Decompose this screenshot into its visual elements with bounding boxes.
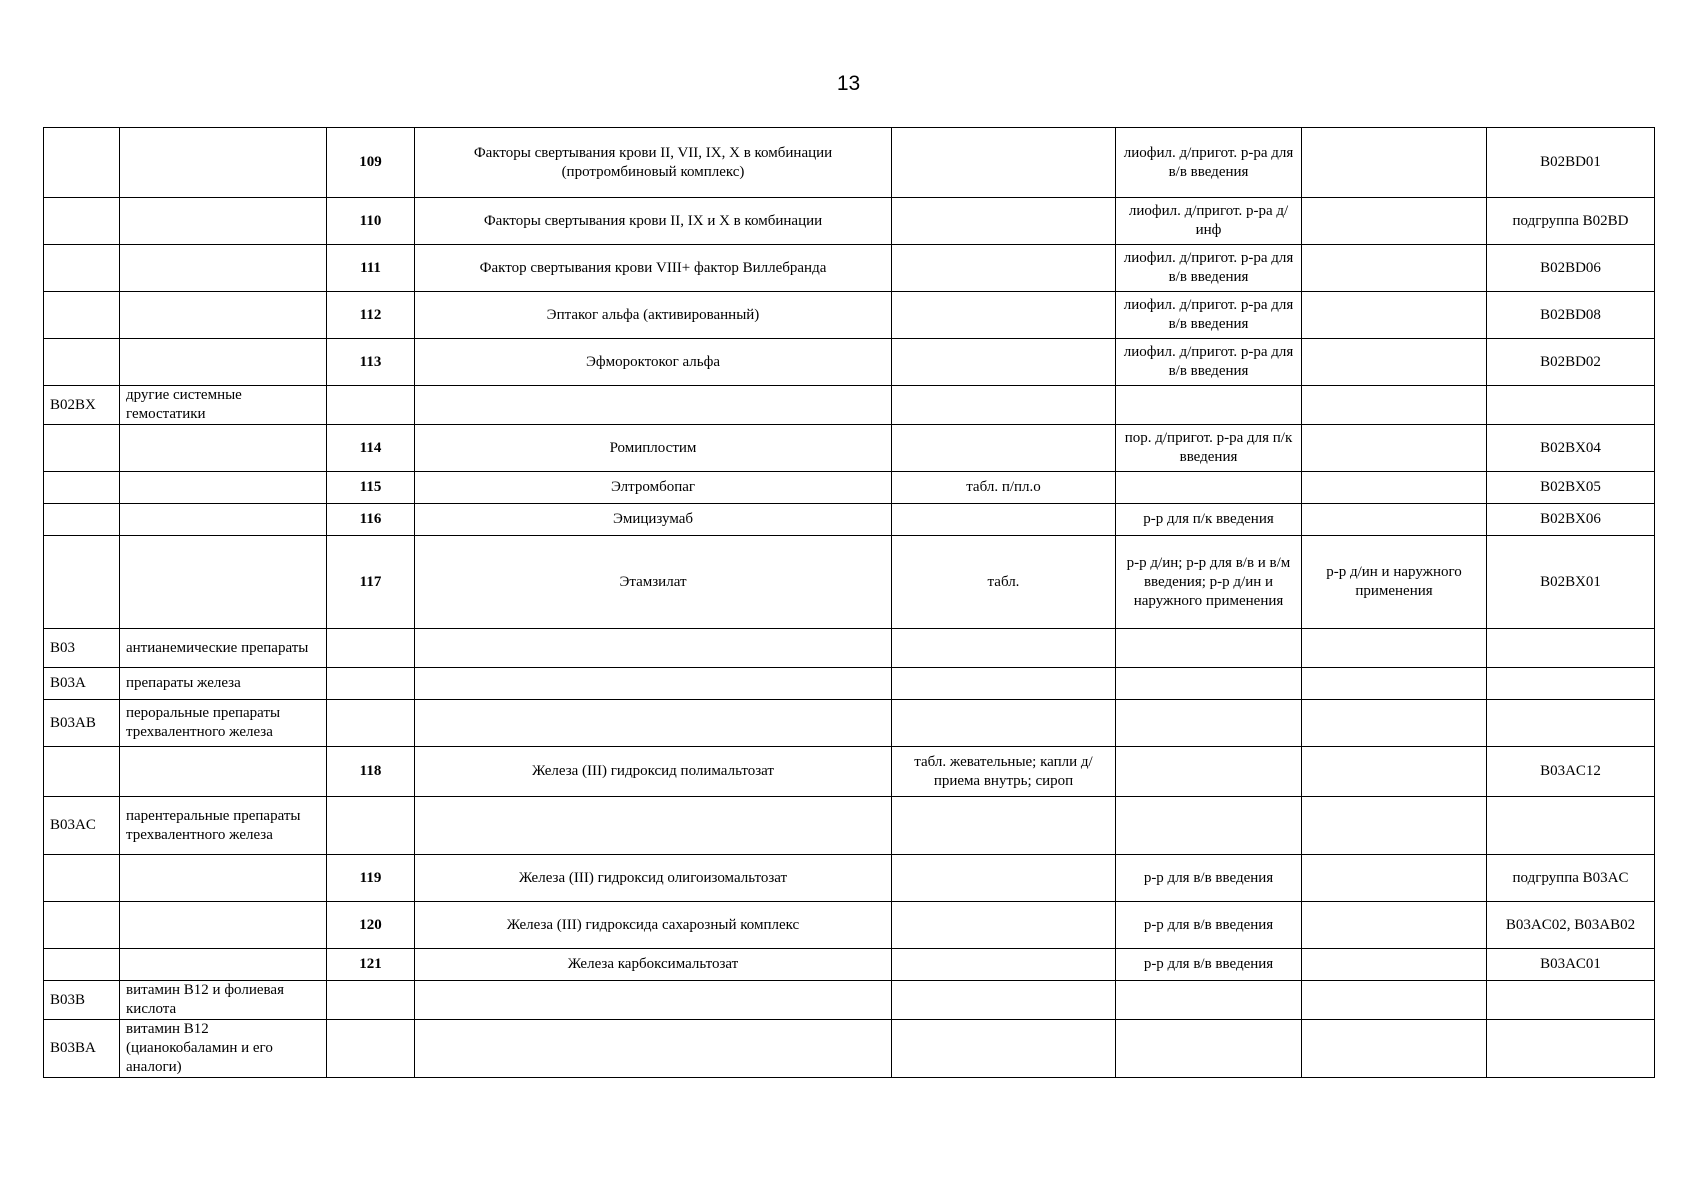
atc-reference-cell [1487, 981, 1655, 1020]
drug-name-cell [415, 668, 892, 700]
dosage-form-external-cell [1302, 128, 1487, 198]
table-row [44, 339, 1655, 386]
table-row [44, 668, 1655, 700]
row-number-cell: 111 [327, 245, 415, 292]
group-name-cell: другие системные гемостатики [120, 386, 327, 425]
dosage-form-injection-cell [1116, 981, 1302, 1020]
dosage-form-injection-cell [1116, 700, 1302, 747]
group-name-cell: парентеральные препараты трехвалентного железа [120, 797, 327, 855]
row-number-cell: 110 [327, 198, 415, 245]
atc-reference-cell [1487, 629, 1655, 668]
dosage-form-oral-cell: табл. п/пл.о [892, 472, 1116, 504]
dosage-form-injection-cell: р-р для в/в введения [1116, 855, 1302, 902]
dosage-form-oral-cell [892, 949, 1116, 981]
dosage-form-injection-cell [1116, 472, 1302, 504]
drug-name-cell: Эптаког альфа (активированный) [415, 292, 892, 339]
table-row [44, 245, 1655, 292]
dosage-form-external-cell [1302, 339, 1487, 386]
atc-code-cell [44, 245, 120, 292]
atc-reference-cell [1487, 668, 1655, 700]
group-name-cell [120, 504, 327, 536]
row-number-cell: 115 [327, 472, 415, 504]
atc-code-cell [44, 747, 120, 797]
atc-code-cell [44, 472, 120, 504]
table-row [44, 198, 1655, 245]
atc-code-cell: B03BA [44, 1020, 120, 1078]
atc-reference-cell [1487, 1020, 1655, 1078]
drug-name-cell: Железа карбоксимальтозат [415, 949, 892, 981]
group-name-cell [120, 472, 327, 504]
drug-name-cell [415, 1020, 892, 1078]
group-name-cell: антианемические препараты [120, 629, 327, 668]
atc-code-cell: B03A [44, 668, 120, 700]
row-number-cell: 117 [327, 536, 415, 629]
drug-name-cell: Фактор свертывания крови VIII+ фактор Виллебранда [415, 245, 892, 292]
row-number-cell: 112 [327, 292, 415, 339]
dosage-form-oral-cell [892, 797, 1116, 855]
atc-code-cell [44, 949, 120, 981]
dosage-form-injection-cell: р-р для в/в введения [1116, 949, 1302, 981]
atc-reference-cell: подгруппа B02BD [1487, 198, 1655, 245]
atc-reference-cell: B02BX05 [1487, 472, 1655, 504]
dosage-form-oral-cell [892, 668, 1116, 700]
atc-code-cell [44, 128, 120, 198]
atc-code-cell: B03B [44, 981, 120, 1020]
dosage-form-external-cell [1302, 949, 1487, 981]
dosage-form-injection-cell [1116, 1020, 1302, 1078]
dosage-form-external-cell [1302, 981, 1487, 1020]
dosage-form-external-cell [1302, 386, 1487, 425]
drug-name-cell: Железа (III) гидроксид полимальтозат [415, 747, 892, 797]
atc-code-cell [44, 504, 120, 536]
atc-code-cell [44, 198, 120, 245]
dosage-form-injection-cell [1116, 386, 1302, 425]
atc-reference-cell: B02BX04 [1487, 425, 1655, 472]
atc-code-cell: B02BX [44, 386, 120, 425]
dosage-form-oral-cell [892, 339, 1116, 386]
dosage-form-injection-cell [1116, 747, 1302, 797]
atc-reference-cell: B03AC02, B03AB02 [1487, 902, 1655, 949]
table-row [44, 797, 1655, 855]
table-row [44, 425, 1655, 472]
row-number-cell [327, 668, 415, 700]
drug-name-cell [415, 386, 892, 425]
dosage-form-injection-cell [1116, 668, 1302, 700]
drug-name-cell: Железа (III) гидроксид олигоизомальтозат [415, 855, 892, 902]
dosage-form-oral-cell [892, 128, 1116, 198]
dosage-form-oral-cell [892, 425, 1116, 472]
table-row [44, 292, 1655, 339]
dosage-form-external-cell [1302, 472, 1487, 504]
table-row [44, 504, 1655, 536]
table-row [44, 855, 1655, 902]
dosage-form-injection-cell: лиофил. д/пригот. р-ра для в/в введения [1116, 339, 1302, 386]
drug-name-cell [415, 629, 892, 668]
row-number-cell: 109 [327, 128, 415, 198]
atc-reference-cell: B02BD01 [1487, 128, 1655, 198]
group-name-cell [120, 425, 327, 472]
drug-name-cell [415, 700, 892, 747]
row-number-cell [327, 629, 415, 668]
table-row [44, 700, 1655, 747]
row-number-cell [327, 981, 415, 1020]
group-name-cell [120, 128, 327, 198]
atc-reference-cell: B03AC12 [1487, 747, 1655, 797]
group-name-cell [120, 855, 327, 902]
dosage-form-external-cell [1302, 198, 1487, 245]
dosage-form-external-cell [1302, 855, 1487, 902]
drug-name-cell [415, 981, 892, 1020]
dosage-form-injection-cell: лиофил. д/пригот. р-ра д/инф [1116, 198, 1302, 245]
table-row [44, 949, 1655, 981]
atc-code-cell: B03AB [44, 700, 120, 747]
table-row [44, 629, 1655, 668]
dosage-form-oral-cell [892, 386, 1116, 425]
atc-reference-cell [1487, 797, 1655, 855]
dosage-form-injection-cell: лиофил. д/пригот. р-ра для в/в введения [1116, 245, 1302, 292]
dosage-form-external-cell [1302, 425, 1487, 472]
dosage-form-oral-cell [892, 198, 1116, 245]
atc-reference-cell: B02BD02 [1487, 339, 1655, 386]
row-number-cell: 119 [327, 855, 415, 902]
atc-reference-cell: B02BD06 [1487, 245, 1655, 292]
atc-code-cell [44, 425, 120, 472]
group-name-cell: витамин В12 (цианокобаламин и его аналоги) [120, 1020, 327, 1078]
dosage-form-oral-cell [892, 245, 1116, 292]
page-number: 13 [836, 72, 861, 95]
group-name-cell: витамин В12 и фолиевая кислота [120, 981, 327, 1020]
dosage-form-external-cell: р-р д/ин и наружного применения [1302, 536, 1487, 629]
row-number-cell: 118 [327, 747, 415, 797]
dosage-form-external-cell [1302, 700, 1487, 747]
row-number-cell: 113 [327, 339, 415, 386]
dosage-form-external-cell [1302, 1020, 1487, 1078]
atc-code-cell [44, 339, 120, 386]
drug-name-cell: Этамзилат [415, 536, 892, 629]
row-number-cell [327, 1020, 415, 1078]
dosage-form-external-cell [1302, 292, 1487, 339]
group-name-cell [120, 536, 327, 629]
table-row [44, 981, 1655, 1020]
dosage-form-oral-cell [892, 855, 1116, 902]
drug-name-cell: Эфмороктоког альфа [415, 339, 892, 386]
row-number-cell: 120 [327, 902, 415, 949]
group-name-cell [120, 747, 327, 797]
row-number-cell [327, 797, 415, 855]
drug-name-cell: Эмицизумаб [415, 504, 892, 536]
dosage-form-external-cell [1302, 797, 1487, 855]
group-name-cell: препараты железа [120, 668, 327, 700]
table-row [44, 1020, 1655, 1078]
drug-name-cell: Факторы свертывания крови II, VII, IX, X в комбинации (протромбиновый комплекс) [415, 128, 892, 198]
dosage-form-oral-cell [892, 981, 1116, 1020]
drug-name-cell: Железа (III) гидроксида сахарозный комплекс [415, 902, 892, 949]
atc-code-cell [44, 292, 120, 339]
atc-reference-cell [1487, 386, 1655, 425]
group-name-cell [120, 292, 327, 339]
dosage-form-external-cell [1302, 902, 1487, 949]
group-name-cell [120, 198, 327, 245]
dosage-form-oral-cell [892, 902, 1116, 949]
dosage-form-external-cell [1302, 504, 1487, 536]
table-row [44, 386, 1655, 425]
drug-name-cell: Элтромбопаг [415, 472, 892, 504]
dosage-form-injection-cell [1116, 797, 1302, 855]
dosage-form-external-cell [1302, 245, 1487, 292]
atc-code-cell [44, 536, 120, 629]
drug-name-cell: Ромиплостим [415, 425, 892, 472]
dosage-form-external-cell [1302, 629, 1487, 668]
group-name-cell [120, 902, 327, 949]
table-row [44, 747, 1655, 797]
atc-code-cell [44, 902, 120, 949]
row-number-cell [327, 386, 415, 425]
atc-code-cell [44, 855, 120, 902]
atc-reference-cell [1487, 700, 1655, 747]
dosage-form-injection-cell: р-р для п/к введения [1116, 504, 1302, 536]
group-name-cell [120, 949, 327, 981]
atc-reference-cell: B03AC01 [1487, 949, 1655, 981]
dosage-form-external-cell [1302, 668, 1487, 700]
atc-reference-cell: B02BX01 [1487, 536, 1655, 629]
dosage-form-oral-cell: табл. [892, 536, 1116, 629]
dosage-form-oral-cell: табл. жевательные; капли д/приема внутрь; сироп [892, 747, 1116, 797]
dosage-form-injection-cell [1116, 629, 1302, 668]
drug-name-cell [415, 797, 892, 855]
dosage-form-external-cell [1302, 747, 1487, 797]
dosage-form-oral-cell [892, 700, 1116, 747]
table-row [44, 902, 1655, 949]
row-number-cell [327, 700, 415, 747]
atc-reference-cell: B02BD08 [1487, 292, 1655, 339]
group-name-cell [120, 245, 327, 292]
table-row [44, 128, 1655, 198]
group-name-cell [120, 339, 327, 386]
dosage-form-injection-cell: р-р д/ин; р-р для в/в и в/м введения; р-р д/ин и наружного применения [1116, 536, 1302, 629]
table-row [44, 536, 1655, 629]
dosage-form-injection-cell: лиофил. д/пригот. р-ра для в/в введения [1116, 128, 1302, 198]
row-number-cell: 116 [327, 504, 415, 536]
table-body [44, 128, 1655, 1078]
atc-code-cell: B03AC [44, 797, 120, 855]
table-row [44, 472, 1655, 504]
dosage-form-oral-cell [892, 504, 1116, 536]
row-number-cell: 114 [327, 425, 415, 472]
dosage-form-injection-cell: р-р для в/в введения [1116, 902, 1302, 949]
dosage-form-oral-cell [892, 629, 1116, 668]
row-number-cell: 121 [327, 949, 415, 981]
dosage-form-injection-cell: пор. д/пригот. р-ра для п/к введения [1116, 425, 1302, 472]
atc-code-cell: B03 [44, 629, 120, 668]
group-name-cell: пероральные препараты трехвалентного железа [120, 700, 327, 747]
drug-table [43, 127, 1655, 1078]
dosage-form-injection-cell: лиофил. д/пригот. р-ра для в/в введения [1116, 292, 1302, 339]
dosage-form-oral-cell [892, 292, 1116, 339]
atc-reference-cell: B02BX06 [1487, 504, 1655, 536]
dosage-form-oral-cell [892, 1020, 1116, 1078]
drug-name-cell: Факторы свертывания крови II, IX и X в комбинации [415, 198, 892, 245]
atc-reference-cell: подгруппа B03AC [1487, 855, 1655, 902]
